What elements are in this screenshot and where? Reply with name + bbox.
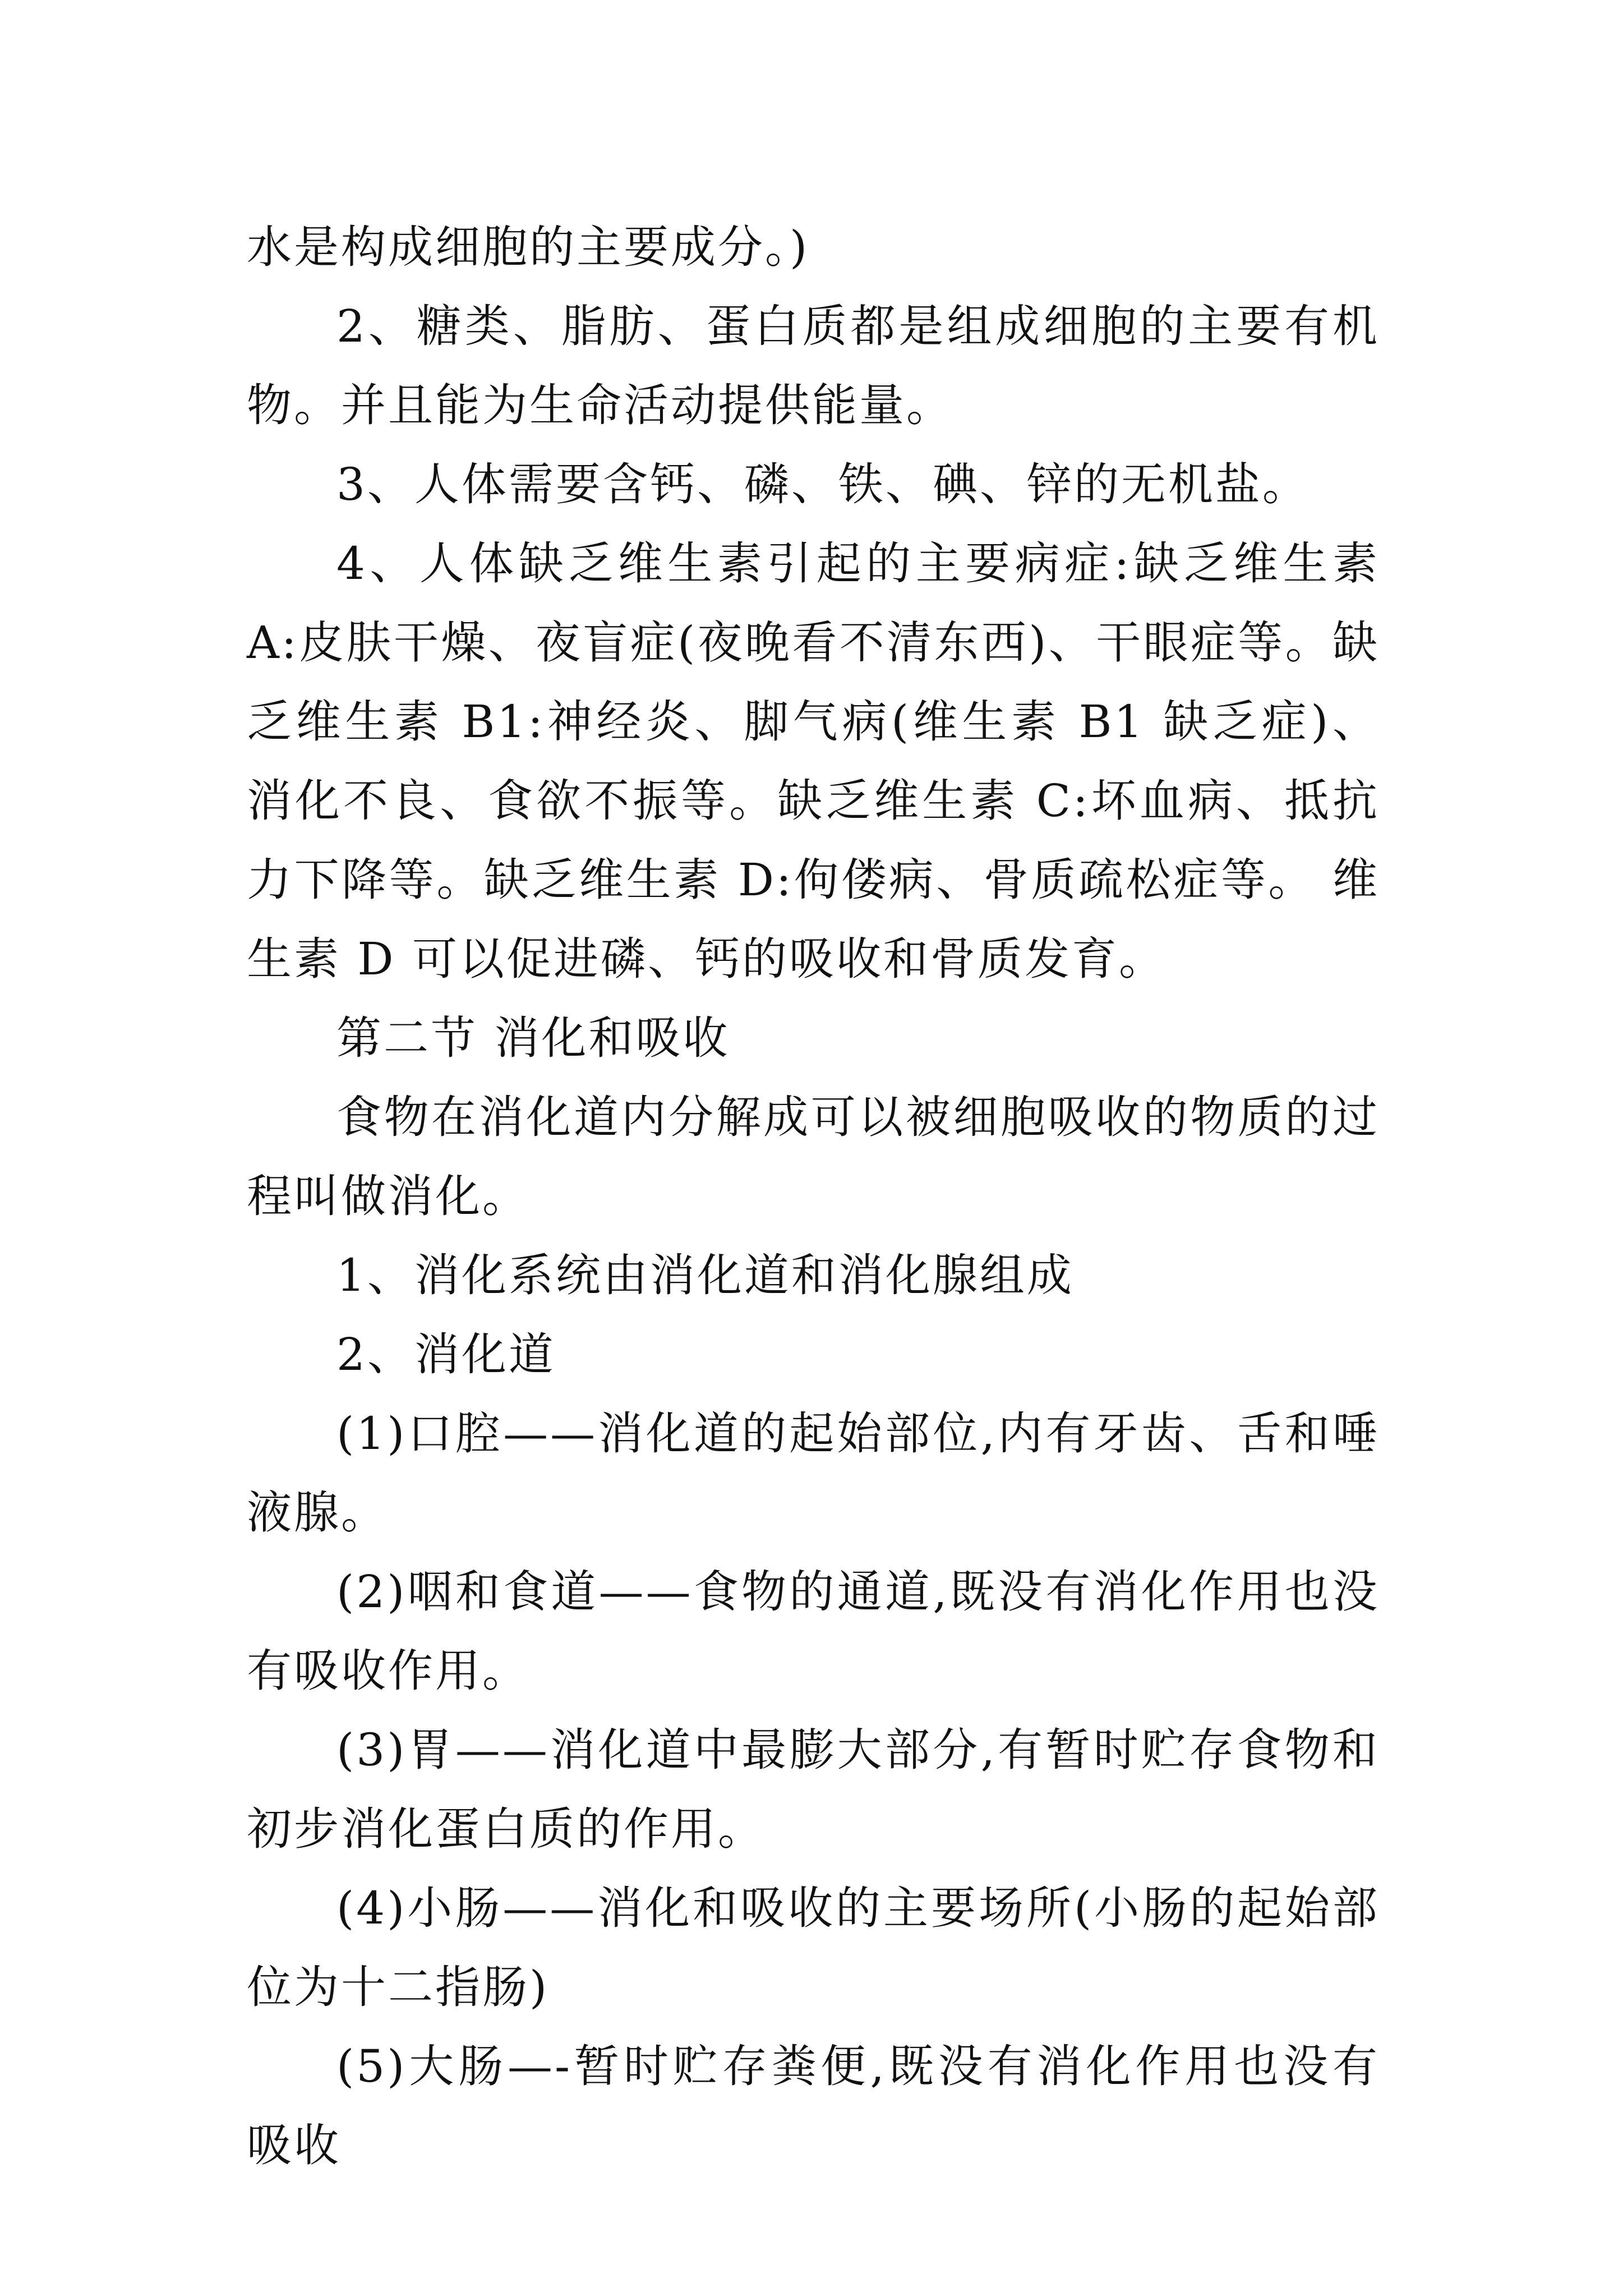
list-item-stomach: (3)胃——消化道中最膨大部分,有暂时贮存食物和初步消化蛋白质的作用。 (247, 1724, 1380, 1855)
paragraph-organic-matter: 2、糖类、脂肪、蛋白质都是组成细胞的主要有机物。并且能为生命活动提供能量。 (247, 300, 1380, 431)
paragraph-digestion-definition: 食物在消化道内分解成可以被细胞吸收的物质的过程叫做消化。 (247, 1091, 1380, 1222)
paragraph-digestive-system: 1、消化系统由消化道和消化腺组成 (336, 1249, 1074, 1301)
list-item-mouth: (1)口腔——消化道的起始部位,内有牙齿、舌和唾液腺。 (247, 1407, 1380, 1539)
section-heading: 第二节 消化和吸收 (336, 1012, 730, 1064)
list-item-pharynx-esophagus: (2)咽和食道——食物的通道,既没有消化作用也没有吸收作用。 (247, 1566, 1380, 1697)
list-item-large-intestine: (5)大肠—-暂时贮存粪便,既没有消化作用也没有吸收 (247, 2040, 1380, 2171)
paragraph-continuation: 水是构成细胞的主要成分。) (247, 221, 810, 273)
paragraph-vitamin-deficiency: 4、人体缺乏维生素引起的主要病症:缺乏维生素 A:皮肤干燥、夜盲症(夜晚看不清东西)、干眼症等。缺乏维生素 B1:神经炎、脚气病(维生素 B1 缺乏症)、消化不良、食欲不振等。缺乏维生素 C:坏血病、抵抗力下降等。缺乏维生素 D:佝偻病、骨质疏松症等。 维生素 D 可以促进磷、钙的吸收和骨质发育。 (247, 537, 1380, 985)
list-item-small-intestine: (4)小肠——消化和吸收的主要场所(小肠的起始部位为十二指肠) (247, 1882, 1380, 2013)
paragraph-digestive-tract: 2、消化道 (336, 1328, 556, 1381)
paragraph-minerals: 3、人体需要含钙、磷、铁、碘、锌的无机盐。 (336, 458, 1310, 510)
document-body (247, 208, 1380, 2185)
